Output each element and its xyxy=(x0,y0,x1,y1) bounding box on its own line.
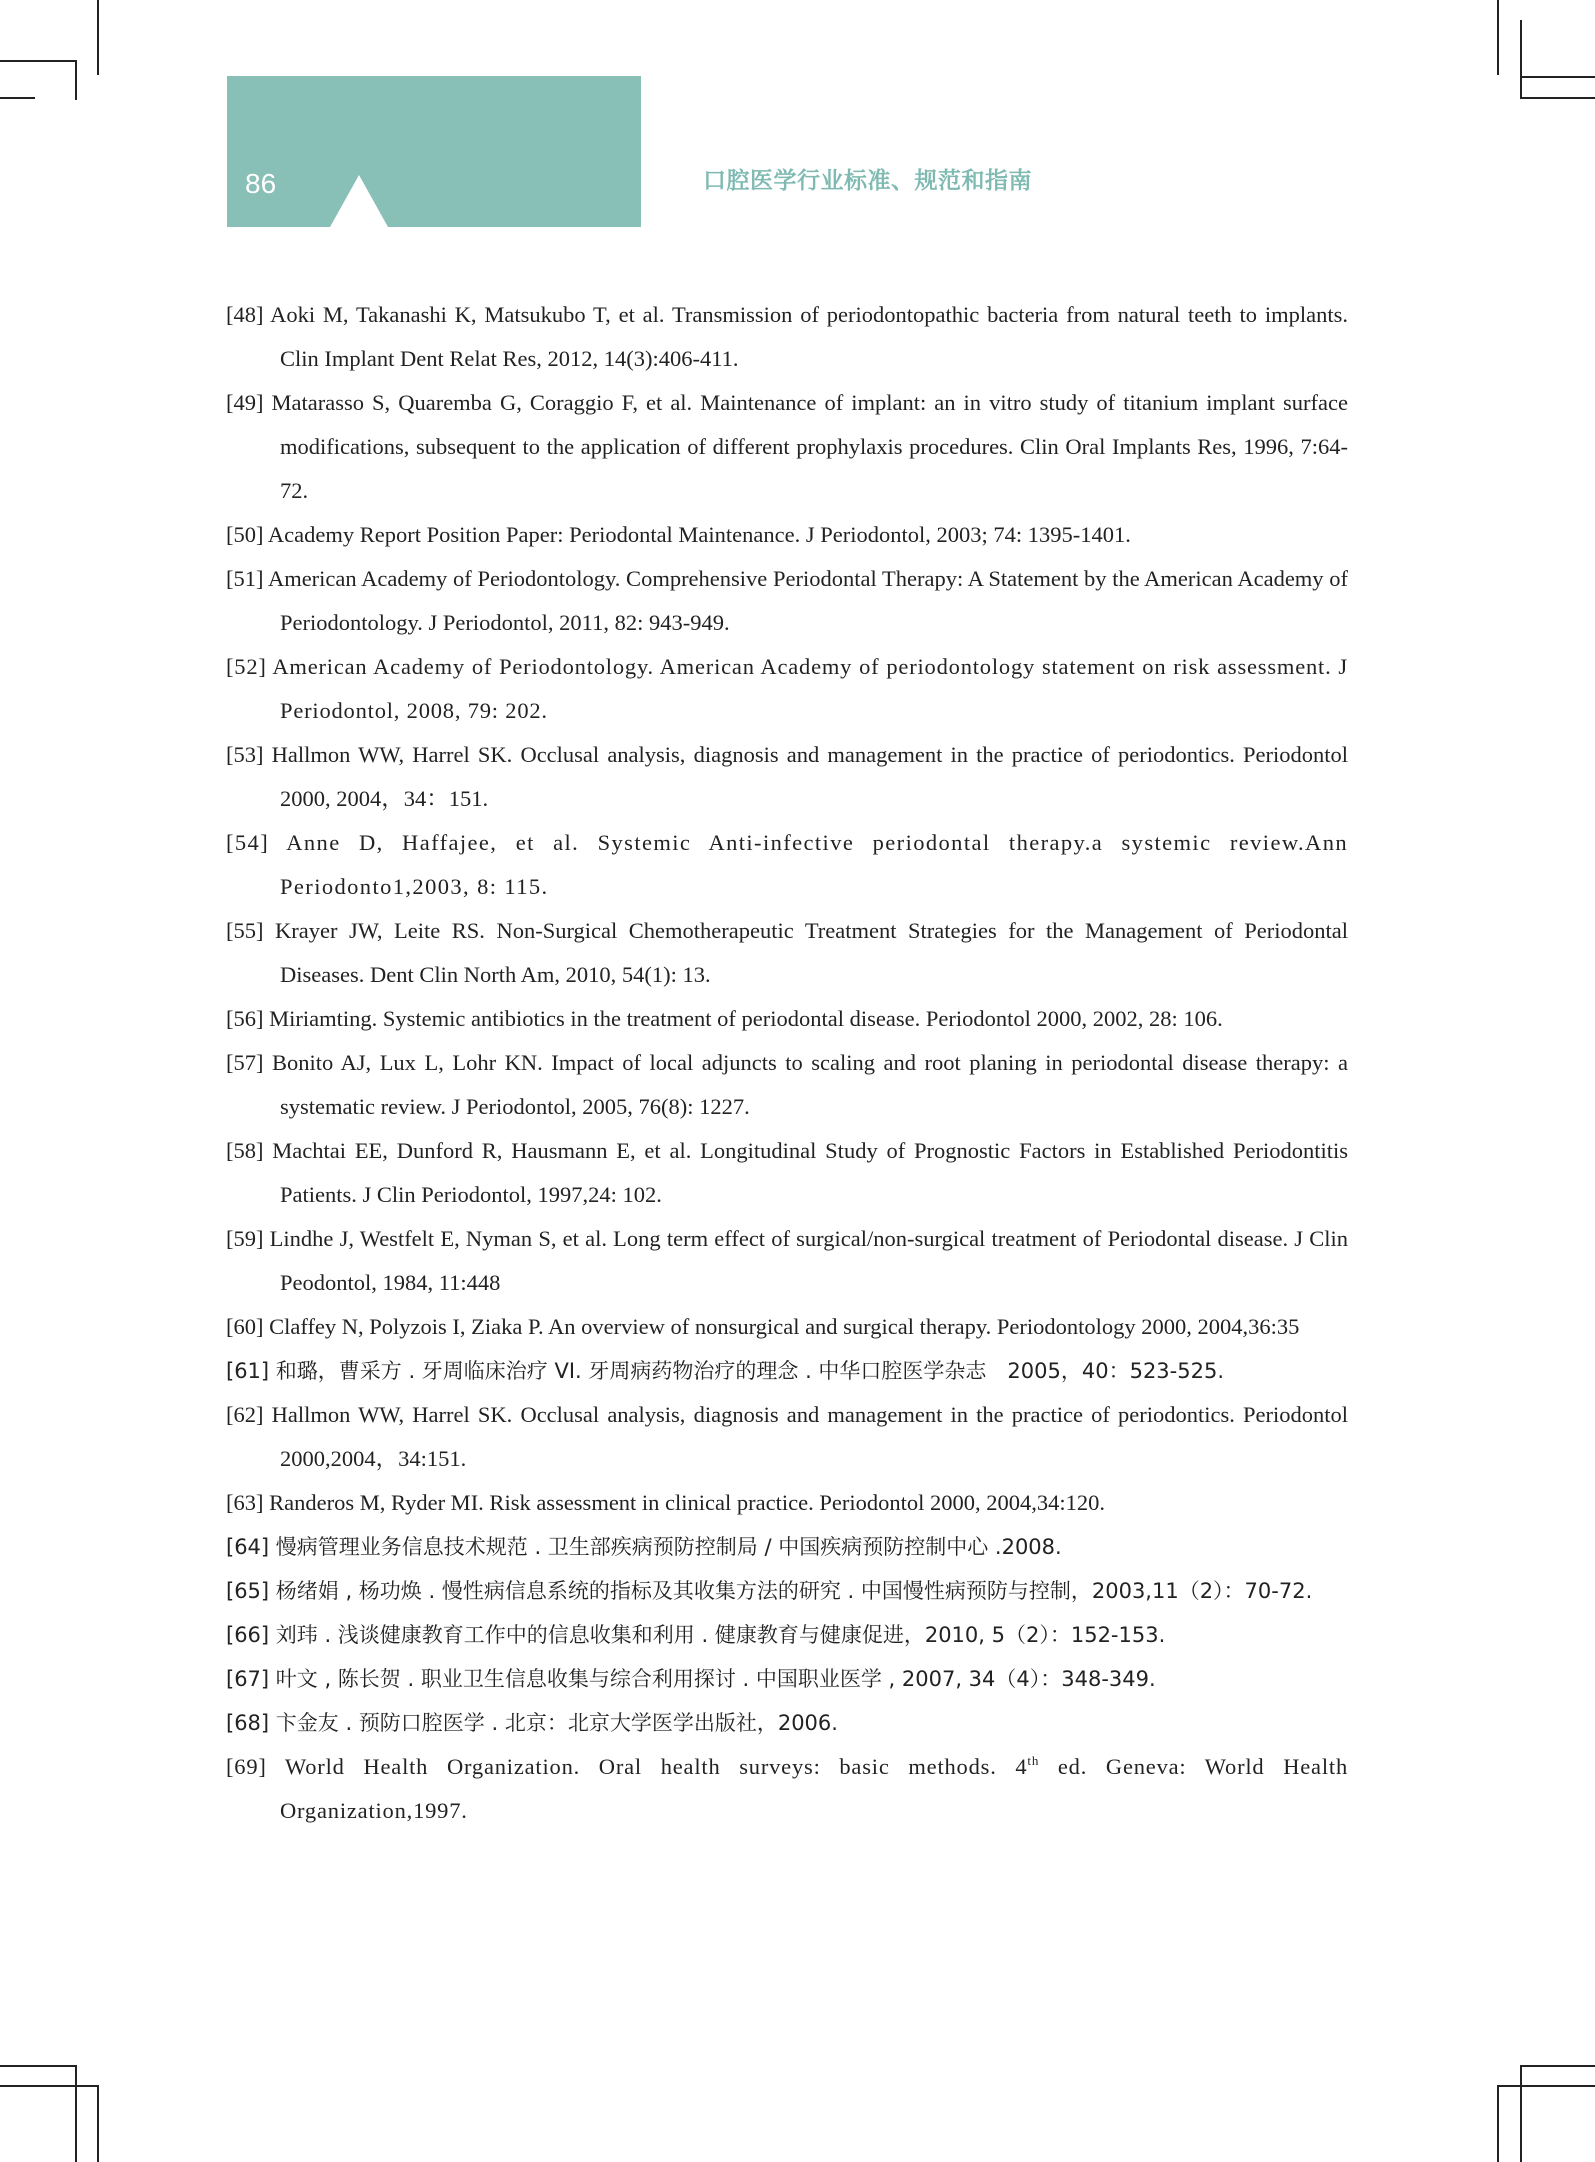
crop-mark-top-right-h2 xyxy=(1520,97,1595,99)
reference-item: [63] Randeros M, Ryder MI. Risk assessment in clinical practice. Periodontol 2000, 2004,34:120. xyxy=(226,1490,1105,1515)
reference-item: [61] 和璐，曹采方 . 牙周临床治疗 VI. 牙周病药物治疗的理念 . 中华口腔医学杂志 2005，40：523-525. xyxy=(226,1359,1224,1383)
reference-item: [49] Matarasso S, Quaremba G, Coraggio F, et al. Maintenance of implant: an in vitro study of titanium implant surface modifications, subsequent to the application of different prophylaxis procedures. Clin Oral Implants Res, 1996, 7:64-72. xyxy=(226,390,1348,503)
crop-mark-bottom-left-v xyxy=(75,2065,77,2162)
running-title: 口腔医学行业标准、规范和指南 xyxy=(703,168,1032,194)
reference-item: [54] Anne D, Haffajee, et al. Systemic Anti-infective periodontal therapy.a systemic review.Ann Periodonto1,2003, 8: 115. xyxy=(226,830,1348,899)
reference-item: [62] Hallmon WW, Harrel SK. Occlusal analysis, diagnosis and management in the practice of periodontics. Periodontol 2000,2004，34:151. xyxy=(226,1402,1348,1471)
reference-text: [69] World Health Organization. Oral health surveys: basic methods. 4 xyxy=(226,1754,1028,1779)
crop-mark-top-right-v xyxy=(1497,0,1499,75)
header-tab-shape xyxy=(227,76,641,227)
superscript: th xyxy=(1027,1753,1040,1768)
reference-item: [60] Claffey N, Polyzois I, Ziaka P. An overview of nonsurgical and surgical therapy. Periodontology 2000, 2004,36:35 xyxy=(226,1314,1300,1339)
reference-item: [68] 卞金友 . 预防口腔医学 . 北京：北京大学医学出版社，2006. xyxy=(226,1711,838,1735)
reference-item: [53] Hallmon WW, Harrel SK. Occlusal analysis, diagnosis and management in the practice of periodontics. Periodontol 2000, 2004，34：151. xyxy=(226,742,1348,811)
reference-item: [58] Machtai EE, Dunford R, Hausmann E, et al. Longitudinal Study of Prognostic Factors in Established Periodontitis Patients. J Clin Periodontol, 1997,24: 102. xyxy=(226,1138,1348,1207)
crop-mark-bottom-right-v xyxy=(1497,2085,1499,2162)
crop-mark-bottom-right-v2 xyxy=(1520,2065,1522,2162)
crop-mark-top-right-h xyxy=(1520,76,1595,78)
crop-mark-bottom-left-h2 xyxy=(0,2085,97,2087)
crop-mark-bottom-left-h xyxy=(0,2065,75,2067)
reference-item: [65] 杨绪娟 , 杨功焕 . 慢性病信息系统的指标及其收集方法的研究 . 中国慢性病预防与控制，2003,11（2）：70-72. xyxy=(226,1579,1313,1603)
reference-item: [66] 刘玮 . 浅谈健康教育工作中的信息收集和利用 . 健康教育与健康促进，2010, 5（2）：152-153. xyxy=(226,1623,1166,1647)
crop-mark-top-left-h xyxy=(0,60,75,62)
reference-item: [55] Krayer JW, Leite RS. Non-Surgical Chemotherapeutic Treatment Strategies for the Management of Periodontal Diseases. Dent Clin North Am, 2010, 54(1): 13. xyxy=(226,918,1348,987)
crop-mark-top-right-v2 xyxy=(1520,20,1522,98)
page-header-block xyxy=(227,76,641,227)
reference-text: ed. Geneva: World Health Organization,1997. xyxy=(280,1754,1348,1823)
reference-item: [50] Academy Report Position Paper: Periodontal Maintenance. J Periodontol, 2003; 74: 1395-1401. xyxy=(226,522,1131,547)
reference-item: [67] 叶文 , 陈长贺 . 职业卫生信息收集与综合利用探讨 . 中国职业医学 , 2007, 34（4）：348-349. xyxy=(226,1667,1156,1691)
reference-item: [52] American Academy of Periodontology. American Academy of periodontology statement on risk assessment. J Periodontol, 2008, 79: 202. xyxy=(226,654,1348,723)
reference-item: [51] American Academy of Periodontology. Comprehensive Periodontal Therapy: A Statement by the American Academy of Periodontology. J Periodontol, 2011, 82: 943-949. xyxy=(226,566,1348,635)
crop-mark-bottom-right-h xyxy=(1520,2065,1595,2067)
page-number: 86 xyxy=(245,168,277,199)
reference-list xyxy=(226,293,1348,1833)
reference-item: [64] 慢病管理业务信息技术规范 . 卫生部疾病预防控制局 / 中国疾病预防控制中心 .2008. xyxy=(226,1535,1062,1559)
crop-mark-top-left-v xyxy=(97,0,99,75)
reference-item: [48] Aoki M, Takanashi K, Matsukubo T, et al. Transmission of periodontopathic bacteria from natural teeth to implants. Clin Implant Dent Relat Res, 2012, 14(3):406-411. xyxy=(226,302,1348,371)
crop-mark-bottom-right-h2 xyxy=(1497,2085,1595,2087)
reference-item: [56] Miriamting. Systemic antibiotics in the treatment of periodontal disease. Periodontol 2000, 2002, 28: 106. xyxy=(226,1006,1223,1031)
reference-item: [57] Bonito AJ, Lux L, Lohr KN. Impact of local adjuncts to scaling and root planing in periodontal disease therapy: a systematic review. J Periodontol, 2005, 76(8): 1227. xyxy=(226,1050,1348,1119)
crop-mark-top-left-h2 xyxy=(0,97,35,99)
crop-mark-top-left-v2 xyxy=(75,60,77,100)
reference-item: [59] Lindhe J, Westfelt E, Nyman S, et al. Long term effect of surgical/non-surgical treatment of Periodontal disease. J Clin Peodontol, 1984, 11:448 xyxy=(226,1226,1348,1295)
crop-mark-bottom-left-v2 xyxy=(97,2085,99,2162)
reference-item xyxy=(226,1745,1348,1833)
